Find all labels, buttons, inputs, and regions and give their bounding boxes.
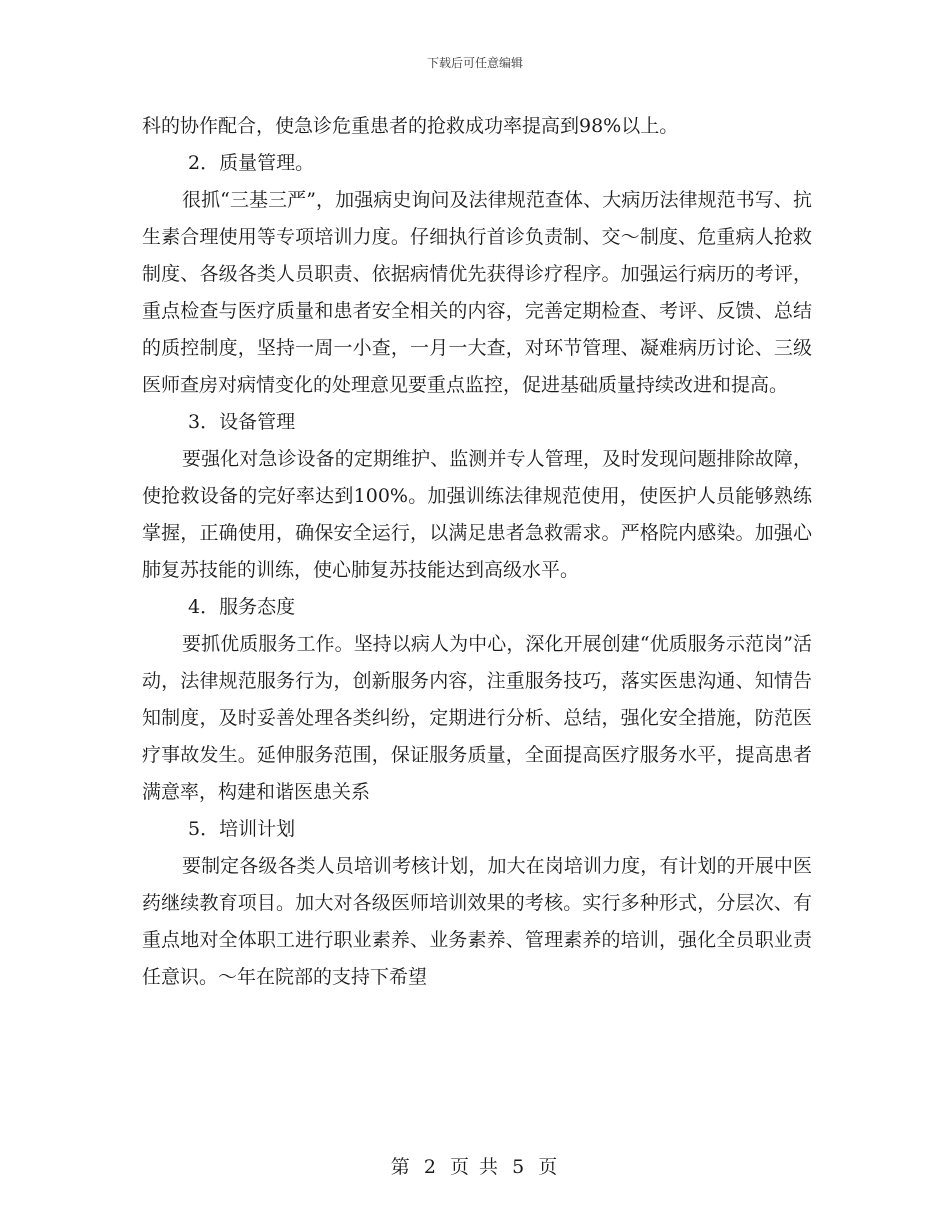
page-header [0,54,950,71]
header-label: 下载后可任意编辑 [426,56,523,70]
section-heading-quality: 2．质量管理。 [188,152,315,174]
paragraph-continuation: 科的协作配合，使急诊危重患者的抢救成功率提高到98%以上。 [142,115,679,137]
paragraph-quality: 很抓“三基三严”，加强病史询问及法律规范查体、大病历法律规范书写、抗生素合理使用等专项培训力度。仔细执行首诊负责制、交～制度、危重病人抢救制度、各级各类人员职责、依据病情优先获得诊疗程序。加强运行病历的考评，重点检查与医疗质量和患者安全相关的内容，完善定期检查、考评、反馈、总结的质控制度，坚持一周一小查，一月一大查，对环节管理、凝难病历讨论、三级医师查房对病情变化的处理意见要重点监控，促进基础质量持续改进和提高。 [142,189,812,396]
paragraph-equipment: 要强化对急诊设备的定期维护、监测并专人管理，及时发现问题排除故障，使抢救设备的完好率达到100%。加强训练法律规范使用，使医护人员能够熟练掌握，正确使用，确保安全运行，以满足患者急救需求。严格院内感染。加强心肺复苏技能的训练，使心肺复苏技能达到高级水平。 [142,448,812,581]
section-heading-service: 4．服务态度 [188,596,296,618]
section-heading-training: 5．培训计划 [188,818,296,840]
footer-suffix: 页 [538,1156,560,1178]
footer-prefix: 第 [390,1156,412,1178]
footer-total-pages: 5 [512,1156,527,1178]
page-footer [0,1152,950,1179]
paragraph-service: 要抓优质服务工作。坚持以病人为中心，深化开展创建“优质服务示范岗”活动，法律规范服务行为，创新服务内容，注重服务技巧，落实医患沟通、知情告知制度，及时妥善处理各类纠纷，定期进行分析、总结，强化安全措施，防范医疗事故发生。延伸服务范围，保证服务质量，全面提高医疗服务水平，提高患者满意率，构建和谐医患关系 [142,633,812,803]
footer-middle: 页 共 [449,1156,501,1178]
paragraph-training: 要制定各级各类人员培训考核计划，加大在岗培训力度，有计划的开展中医药继续教育项目。加大对各级医师培训效果的考核。实行多种形式，分层次、有重点地对全体职工进行职业素养、业务素养、管理素养的培训，强化全员职业责任意识。～年在院部的支持下希望 [142,855,812,988]
document-body [142,108,812,996]
footer-page-number: 2 [423,1156,438,1178]
section-heading-equipment: 3．设备管理 [188,411,296,433]
